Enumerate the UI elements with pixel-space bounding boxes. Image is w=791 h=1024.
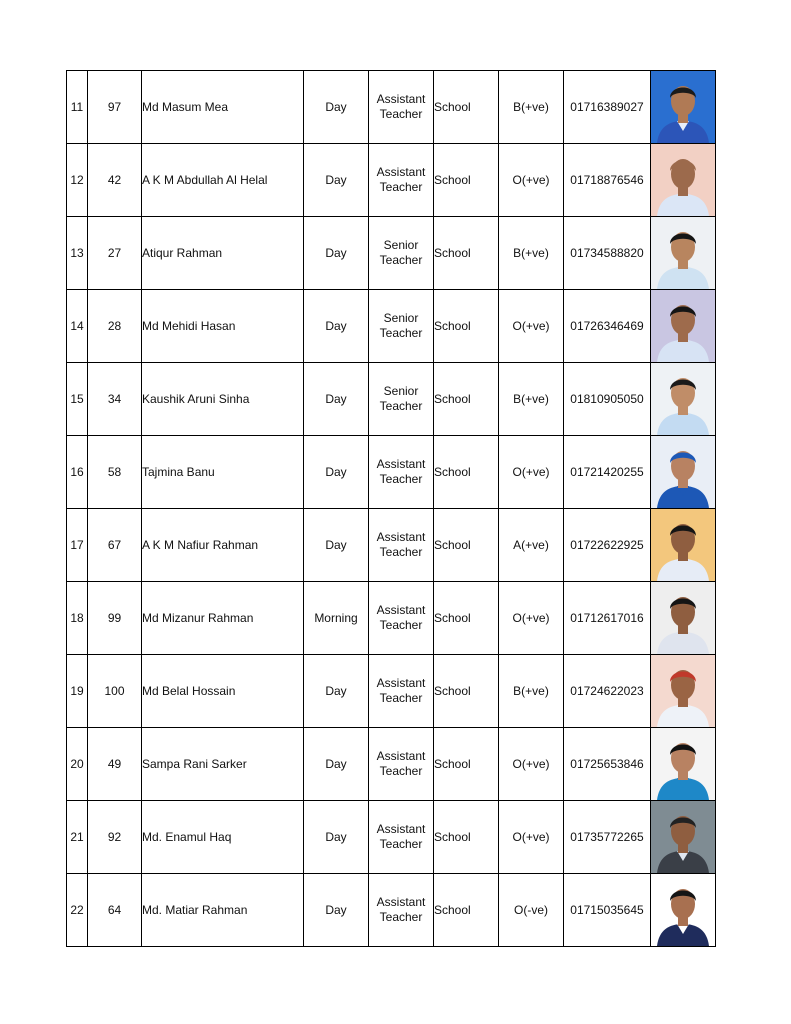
- teacher-photo: [651, 874, 715, 946]
- portrait-image: [651, 509, 715, 581]
- designation-line-1: Senior: [383, 384, 419, 398]
- designation-line-1: Assistant: [376, 749, 426, 763]
- table-row: [67, 144, 716, 217]
- name-cell: Md. Matiar Rahman: [142, 874, 304, 947]
- teacher-photo: [651, 582, 715, 654]
- designation-line-1: Senior: [383, 311, 419, 325]
- photo-cell: [651, 874, 716, 947]
- shift-cell: Morning: [304, 582, 369, 655]
- serial-cell: 12: [67, 144, 88, 217]
- shift-cell: Day: [304, 509, 369, 582]
- photo-cell: [651, 144, 716, 217]
- designation-line-1: Assistant: [376, 822, 426, 836]
- teacher-table: [66, 70, 716, 947]
- section-cell: School: [434, 217, 499, 290]
- portrait-image: [651, 290, 715, 362]
- designation-line-2: Teacher: [379, 180, 423, 194]
- section-cell: School: [434, 363, 499, 436]
- designation-line-2: Teacher: [379, 326, 423, 340]
- id-cell: 99: [88, 582, 142, 655]
- id-cell: 67: [88, 509, 142, 582]
- photo-cell: [651, 582, 716, 655]
- id-cell: 58: [88, 436, 142, 509]
- shift-cell: Day: [304, 217, 369, 290]
- name-cell: Atiqur Rahman: [142, 217, 304, 290]
- phone-cell: 01718876546: [564, 144, 651, 217]
- designation-cell: [369, 728, 434, 801]
- name-cell: Md. Enamul Haq: [142, 801, 304, 874]
- blood-group-cell: O(-ve): [499, 874, 564, 947]
- designation-line-1: Assistant: [376, 530, 426, 544]
- section-cell: School: [434, 144, 499, 217]
- designation-line-2: Teacher: [379, 764, 423, 778]
- section-cell: School: [434, 801, 499, 874]
- serial-cell: 17: [67, 509, 88, 582]
- blood-group-cell: O(+ve): [499, 801, 564, 874]
- photo-cell: [651, 655, 716, 728]
- section-cell: School: [434, 71, 499, 144]
- portrait-image: [651, 71, 715, 143]
- id-cell: 97: [88, 71, 142, 144]
- shift-cell: Day: [304, 144, 369, 217]
- serial-cell: 21: [67, 801, 88, 874]
- designation-cell: [369, 874, 434, 947]
- designation-cell: [369, 509, 434, 582]
- table-row: [67, 217, 716, 290]
- designation-line-2: Teacher: [379, 399, 423, 413]
- blood-group-cell: A(+ve): [499, 509, 564, 582]
- phone-cell: 01734588820: [564, 217, 651, 290]
- designation-cell: [369, 436, 434, 509]
- designation-line-2: Teacher: [379, 837, 423, 851]
- designation-line-2: Teacher: [379, 472, 423, 486]
- teacher-photo: [651, 290, 715, 362]
- designation-cell: [369, 144, 434, 217]
- designation-line-2: Teacher: [379, 618, 423, 632]
- table-row: [67, 801, 716, 874]
- id-cell: 27: [88, 217, 142, 290]
- table-row: [67, 436, 716, 509]
- shift-cell: Day: [304, 363, 369, 436]
- phone-cell: 01721420255: [564, 436, 651, 509]
- teacher-photo: [651, 509, 715, 581]
- portrait-image: [651, 436, 715, 508]
- phone-cell: 01712617016: [564, 582, 651, 655]
- section-cell: School: [434, 728, 499, 801]
- phone-cell: 01726346469: [564, 290, 651, 363]
- portrait-image: [651, 582, 715, 654]
- designation-cell: [369, 582, 434, 655]
- shift-cell: Day: [304, 71, 369, 144]
- photo-cell: [651, 801, 716, 874]
- table-row: [67, 290, 716, 363]
- teacher-photo: [651, 728, 715, 800]
- name-cell: Md Mizanur Rahman: [142, 582, 304, 655]
- id-cell: 34: [88, 363, 142, 436]
- designation-cell: [369, 655, 434, 728]
- portrait-image: [651, 363, 715, 435]
- designation-line-1: Assistant: [376, 92, 426, 106]
- portrait-image: [651, 874, 715, 946]
- designation-line-1: Assistant: [376, 603, 426, 617]
- portrait-image: [651, 728, 715, 800]
- blood-group-cell: O(+ve): [499, 144, 564, 217]
- designation-line-2: Teacher: [379, 545, 423, 559]
- section-cell: School: [434, 582, 499, 655]
- table-row: [67, 728, 716, 801]
- teacher-photo: [651, 801, 715, 873]
- photo-cell: [651, 436, 716, 509]
- table-row: [67, 655, 716, 728]
- blood-group-cell: B(+ve): [499, 71, 564, 144]
- name-cell: Md Belal Hossain: [142, 655, 304, 728]
- name-cell: Tajmina Banu: [142, 436, 304, 509]
- phone-cell: 01716389027: [564, 71, 651, 144]
- teacher-photo: [651, 655, 715, 727]
- designation-line-1: Assistant: [376, 895, 426, 909]
- serial-cell: 16: [67, 436, 88, 509]
- id-cell: 42: [88, 144, 142, 217]
- serial-cell: 19: [67, 655, 88, 728]
- table-row: [67, 582, 716, 655]
- blood-group-cell: O(+ve): [499, 728, 564, 801]
- photo-cell: [651, 71, 716, 144]
- shift-cell: Day: [304, 874, 369, 947]
- table-row: [67, 874, 716, 947]
- name-cell: A K M Nafiur Rahman: [142, 509, 304, 582]
- name-cell: Kaushik Aruni Sinha: [142, 363, 304, 436]
- section-cell: School: [434, 874, 499, 947]
- photo-cell: [651, 728, 716, 801]
- photo-cell: [651, 363, 716, 436]
- portrait-image: [651, 655, 715, 727]
- shift-cell: Day: [304, 801, 369, 874]
- serial-cell: 22: [67, 874, 88, 947]
- teacher-photo: [651, 71, 715, 143]
- teacher-photo: [651, 144, 715, 216]
- id-cell: 64: [88, 874, 142, 947]
- designation-line-2: Teacher: [379, 691, 423, 705]
- serial-cell: 11: [67, 71, 88, 144]
- name-cell: Md Mehidi Hasan: [142, 290, 304, 363]
- photo-cell: [651, 290, 716, 363]
- serial-cell: 18: [67, 582, 88, 655]
- shift-cell: Day: [304, 290, 369, 363]
- name-cell: Sampa Rani Sarker: [142, 728, 304, 801]
- designation-cell: [369, 801, 434, 874]
- designation-cell: [369, 71, 434, 144]
- phone-cell: 01722622925: [564, 509, 651, 582]
- designation-line-1: Assistant: [376, 676, 426, 690]
- portrait-image: [651, 801, 715, 873]
- shift-cell: Day: [304, 436, 369, 509]
- designation-line-2: Teacher: [379, 910, 423, 924]
- designation-cell: [369, 290, 434, 363]
- photo-cell: [651, 217, 716, 290]
- blood-group-cell: B(+ve): [499, 655, 564, 728]
- portrait-image: [651, 217, 715, 289]
- teacher-photo: [651, 217, 715, 289]
- phone-cell: 01810905050: [564, 363, 651, 436]
- serial-cell: 13: [67, 217, 88, 290]
- table-body: [67, 71, 716, 947]
- designation-line-2: Teacher: [379, 107, 423, 121]
- section-cell: School: [434, 290, 499, 363]
- phone-cell: 01715035645: [564, 874, 651, 947]
- table-row: [67, 363, 716, 436]
- designation-line-1: Assistant: [376, 165, 426, 179]
- serial-cell: 20: [67, 728, 88, 801]
- section-cell: School: [434, 655, 499, 728]
- phone-cell: 01724622023: [564, 655, 651, 728]
- blood-group-cell: O(+ve): [499, 436, 564, 509]
- id-cell: 28: [88, 290, 142, 363]
- serial-cell: 14: [67, 290, 88, 363]
- shift-cell: Day: [304, 728, 369, 801]
- designation-cell: [369, 217, 434, 290]
- blood-group-cell: O(+ve): [499, 582, 564, 655]
- designation-cell: [369, 363, 434, 436]
- teacher-photo: [651, 363, 715, 435]
- photo-cell: [651, 509, 716, 582]
- name-cell: A K M Abdullah Al Helal: [142, 144, 304, 217]
- section-cell: School: [434, 436, 499, 509]
- id-cell: 100: [88, 655, 142, 728]
- name-cell: Md Masum Mea: [142, 71, 304, 144]
- designation-line-1: Senior: [383, 238, 419, 252]
- phone-cell: 01735772265: [564, 801, 651, 874]
- designation-line-2: Teacher: [379, 253, 423, 267]
- phone-cell: 01725653846: [564, 728, 651, 801]
- portrait-image: [651, 144, 715, 216]
- designation-line-1: Assistant: [376, 457, 426, 471]
- table-row: [67, 71, 716, 144]
- table-row: [67, 509, 716, 582]
- serial-cell: 15: [67, 363, 88, 436]
- blood-group-cell: O(+ve): [499, 290, 564, 363]
- section-cell: School: [434, 509, 499, 582]
- blood-group-cell: B(+ve): [499, 363, 564, 436]
- teacher-photo: [651, 436, 715, 508]
- shift-cell: Day: [304, 655, 369, 728]
- id-cell: 92: [88, 801, 142, 874]
- blood-group-cell: B(+ve): [499, 217, 564, 290]
- id-cell: 49: [88, 728, 142, 801]
